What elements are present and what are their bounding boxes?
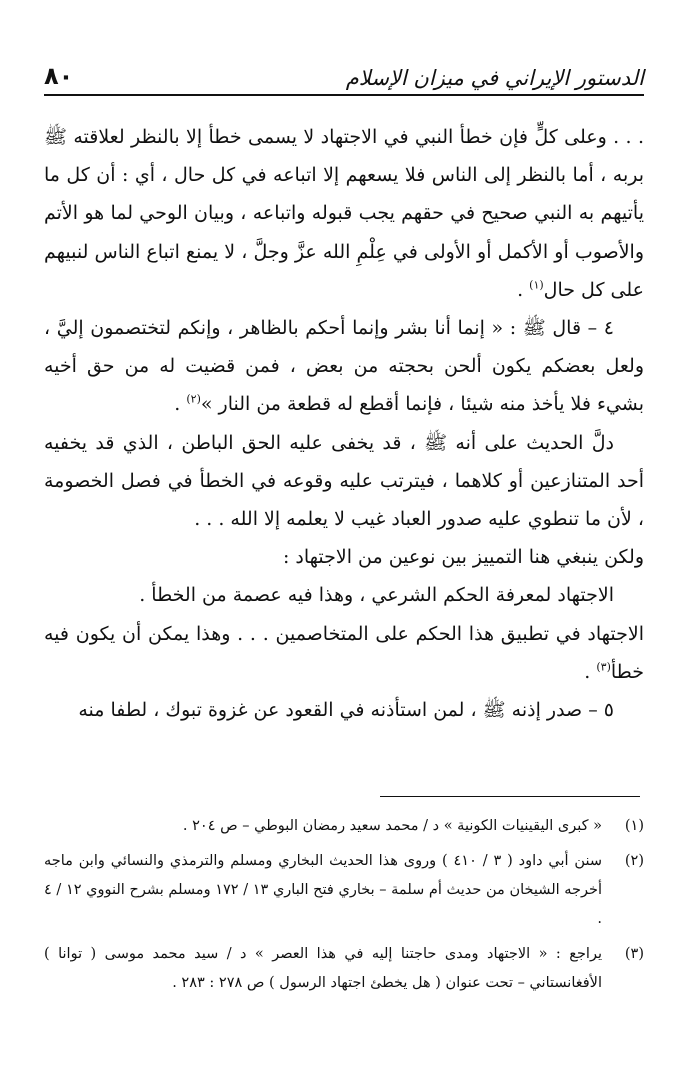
running-title: الدستور الإيراني في ميزان الإسلام: [345, 66, 644, 90]
paragraph-text: دلَّ الحديث على أنه ﷺ ، قد يخفى عليه الحق الباطن ، الذي قد يخفيه أحد المتنازعين أو كلاهما ، فيترتب عليه وقوعه في الخطأ في فصل الخصومة ، لأن ما تنطوي عليه صدور العباد غيب لا يعلمه إلا الله . . .: [44, 431, 644, 531]
paragraph-text: الاجتهاد في تطبيق هذا الحكم على المتخاصمين . . . وهذا يمكن أن يكون فيه خطأ: [44, 622, 644, 683]
footnote-divider: [380, 796, 640, 797]
footnote-text: « كبرى اليقينيات الكونية » د / محمد سعيد رمضان البوطي – ص ٢٠٤ .: [182, 818, 602, 834]
footnote-ref[interactable]: (٣): [596, 660, 611, 674]
footnote-number: (٢): [624, 853, 644, 869]
paragraph-text: ٤ – قال ﷺ : « إنما أنا بشر وإنما أحكم بالظاهر ، وإنكم لتختصمون إليَّ ، ولعل بعضكم يكون ألحن بحجته من بعض ، فمن قضيت له من حق أخيه بشيء فلا يأخذ منه شيئا ، فإنما أقطع له قطعة من النار »: [44, 317, 644, 416]
footnote: [44, 940, 644, 998]
footnote-text: يراجع : « الاجتهاد ومدى حاجتنا إليه في هذا العصر » د / سيد محمد موسى ( توانا ) الأفغانستاني – تحت عنوان ( هل يخطئ اجتهاد الرسول ) ص ٢٧٨ : ٢٨٣ .: [44, 946, 602, 991]
body-text: [44, 118, 644, 729]
paragraph: [44, 309, 644, 424]
paragraph-text: ٥ – صدر إذنه ﷺ ، لمن استأذنه في القعود عن غزوة تبوك ، لطفا منه: [78, 699, 614, 722]
footnotes: [44, 812, 644, 1004]
footnote: [44, 847, 644, 934]
paragraph-text: ولكن ينبغي هنا التمييز بين نوعين من الاجتهاد :: [282, 546, 644, 569]
paragraph: [44, 576, 644, 614]
paragraph-tail: .: [174, 393, 187, 416]
paragraph-tail: .: [517, 278, 530, 301]
paragraph-text: الاجتهاد لمعرفة الحكم الشرعي ، وهذا فيه عصمة من الخطأ .: [139, 584, 614, 607]
paragraph: [44, 118, 644, 309]
footnote-ref[interactable]: (١): [529, 278, 544, 292]
paragraph: [44, 615, 644, 691]
paragraph-tail: .: [584, 660, 597, 683]
footnote-ref[interactable]: (٢): [186, 393, 201, 407]
page-header: [44, 52, 644, 96]
page-number: ٨٠: [44, 62, 74, 90]
paragraph: [44, 538, 644, 576]
paragraph: [44, 424, 644, 539]
footnote: [44, 812, 644, 841]
paragraph: [44, 691, 644, 729]
footnote-text: سنن أبي داود ( ٣ / ٤١٠ ) وروى هذا الحديث البخاري ومسلم والترمذي والنسائي وابن ماجه أخرجه الشيخان من حديث أم سلمة – بخاري فتح الباري ١٣ / ١٧٢ ومسلم بشرح النووي ١٢ / ٤ .: [44, 853, 602, 927]
paragraph-text: . . . وعلى كلٍّ فإن خطأ النبي في الاجتهاد لا يسمى خطأ إلا بالنظر لعلاقته ﷺ بربه ، أما بالنظر إلى الناس فلا يسعهم إلا اتباعه في كل حال ، أي : أن كل ما يأتيهم به النبي صحيح في حقهم يجب قبوله واتباعه ، وبيان الوحي لما هو الأتم والأصوب أو الأكمل أو الأولى في عِلْمِ الله عزَّ وجلَّ ، لا يمنع اتباع الناس لنبيهم على كل حال: [44, 126, 644, 301]
footnote-number: (٣): [624, 946, 644, 962]
footnote-number: (١): [624, 818, 644, 834]
